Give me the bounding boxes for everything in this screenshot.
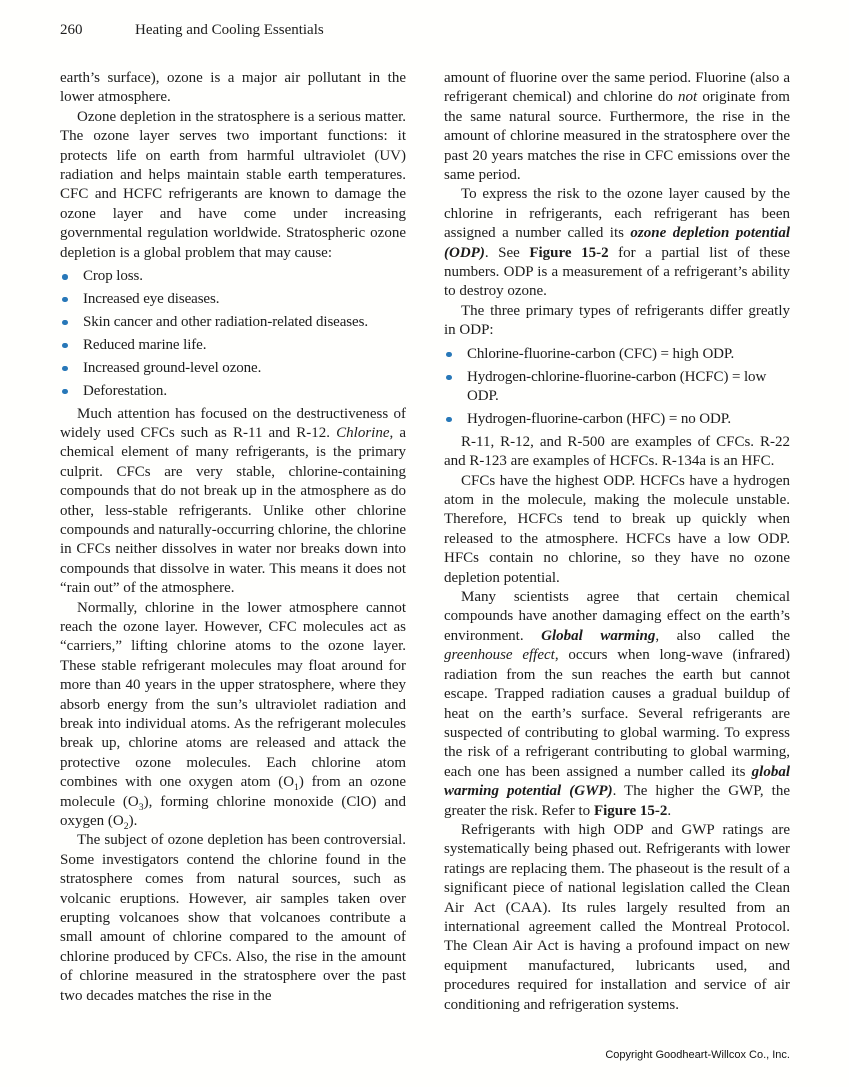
bullet-icon bbox=[446, 352, 452, 358]
paragraph: amount of fluorine over the same period. Fluorine (also a refrigerant chemical) and chlorine do not originate from the same natural source. Furthermore, the rise in the amount of chlorine measured in the stratosphere over the past 20 years matches the rise in CFC emissions over the same period. bbox=[444, 70, 790, 184]
bullet-list bbox=[60, 267, 406, 401]
bullet-icon bbox=[62, 297, 68, 303]
bullet-text: Crop loss. bbox=[83, 268, 143, 285]
copyright-notice: Copyright Goodheart-Willcox Co., Inc. bbox=[605, 1049, 790, 1061]
bullet-icon bbox=[62, 366, 68, 372]
bullet-text: Reduced marine life. bbox=[83, 336, 207, 353]
bullet-text: Skin cancer and other radiation-related diseases. bbox=[83, 313, 368, 330]
emphasis-text: Figure 15-2 bbox=[529, 244, 609, 261]
text-column-left bbox=[60, 69, 406, 1015]
paragraph: Many scientists agree that certain chemical compounds have another damaging effect on the earth’s environment. Global warming, also called the greenhouse effect, occurs when long-wave (infrared) radiation from the sun reaches the earth but cannot escape. Trapped radiation causes a gradual buildup of heat on the earth’s surface. Several refrigerants are suspected of contributing to global warming. To express the risk of a refrigerant contributing to global warming, each one has been assigned a number called its global warming potential (GWP). The higher the GWP, the greater the risk. Refer to Figure 15-2. bbox=[444, 589, 791, 819]
emphasis-text: not bbox=[678, 89, 698, 106]
bullet-icon bbox=[62, 320, 68, 326]
bullet-item bbox=[60, 313, 406, 332]
emphasis-text: greenhouse effect bbox=[444, 647, 555, 664]
page-number: 260 bbox=[60, 22, 83, 38]
paragraph: earth’s surface), ozone is a major air pollutant in the lower atmosphere. bbox=[60, 70, 406, 106]
bullet-item bbox=[60, 382, 406, 401]
page-header bbox=[60, 22, 790, 39]
paragraph: R-11, R-12, and R-500 are examples of CFCs. R-22 and R-123 are examples of HCFCs. R-134a is an HFC. bbox=[444, 433, 790, 470]
subscript: 1 bbox=[294, 782, 299, 794]
bullet-text: Chlorine-fluorine-carbon (CFC) = high ODP. bbox=[467, 345, 735, 362]
emphasis-text: ozone depletion potential (ODP) bbox=[444, 225, 790, 261]
emphasis-text: Global warming bbox=[541, 627, 656, 644]
bullet-item bbox=[60, 336, 406, 355]
running-title: Heating and Cooling Essentials bbox=[135, 22, 324, 38]
paragraph: Ozone depletion in the stratosphere is a serious matter. The ozone layer serves two important functions: it protects life on earth from harmful ultraviolet (UV) radiation and helps maintain stable earth temperatures. CFC and HCFC refrigerants are known to damage the ozone layer and have come under increasing governmental regulation worldwide. Stratospheric ozone depletion is a global problem that may cause: bbox=[60, 108, 406, 261]
bullet-icon bbox=[446, 417, 452, 423]
bullet-item bbox=[60, 290, 406, 309]
emphasis-text: global warming potential (GWP) bbox=[444, 763, 790, 800]
bullet-text: Hydrogen-fluorine-carbon (HFC) = no ODP. bbox=[467, 410, 731, 427]
bullet-text: Deforestation. bbox=[83, 382, 167, 399]
paragraph: To express the risk to the ozone layer caused by the chlorine in refrigerants, each refrigerant has been assigned a number called its ozone depletion potential (ODP). See Figure 15-2 for a partial list of these numbers. ODP is a measurement of a refrigerant’s ability to destroy ozone. bbox=[444, 186, 790, 300]
bullet-list bbox=[444, 345, 790, 430]
bullet-icon bbox=[62, 343, 68, 349]
paragraph: Much attention has focused on the destructiveness of widely used CFCs such as R-11 and R-12. Chlorine, a chemical element of many refrigerants, is the primary culprit. CFCs are very stable, chlorine-containing compounds that do not break up in the atmosphere as do other, less-stable refrigerants. Unlike other chlorine compounds and naturally-occurring chlorine, the chlorine in CFCs neither dissolves in water nor breaks down into compounds that dissolve in water. This means it does not “rain out” of the atmosphere. bbox=[60, 405, 406, 597]
paragraph: CFCs have the highest ODP. HCFCs have a hydrogen atom in the molecule, making the molecule unstable. Therefore, HCFCs tend to break up quickly when released to the atmosphere. HCFCs have a low ODP. HFCs contain no chlorine, so they have no ozone depletion potential. bbox=[444, 472, 790, 586]
bullet-item bbox=[444, 410, 790, 429]
subscript: 2 bbox=[123, 821, 129, 833]
bullet-item bbox=[444, 345, 790, 364]
subscript: 3 bbox=[138, 801, 144, 813]
paragraph: The subject of ozone depletion has been controversial. Some investigators contend the chlorine found in the stratosphere comes from natural sources, such as volcanic eruptions. However, air samples taken over erupting volcanoes show that volcanoes contribute a small amount of chlorine compared to the amount of chlorine produced by CFCs. Also, the rise in the amount of chlorine measured in the stratosphere over the past two decades matches the rise in the bbox=[60, 832, 406, 1004]
bullet-item bbox=[60, 359, 406, 378]
emphasis-text: Figure 15-2 bbox=[593, 802, 668, 819]
bullet-icon bbox=[62, 274, 68, 280]
page-body bbox=[60, 69, 790, 1015]
bullet-item bbox=[444, 368, 790, 407]
paragraph: The three primary types of refrigerants differ greatly in ODP: bbox=[444, 302, 790, 339]
bullet-item bbox=[60, 267, 406, 286]
paragraph: Normally, chlorine in the lower atmosphere cannot reach the ozone layer. However, CFC molecules act as “carriers,” lifting chlorine atoms to the ozone layer. These stable refrigerant molecules may float around for more than 40 years in the upper stratosphere, where they absorb energy from the sun’s ultraviolet radiation and break into individual atoms. As the refrigerant molecules break up, chlorine atoms are released and attack the protective ozone molecules. Each chlorine atom combines with one oxygen atom $(O_1)$ from an ozone molecule $(O_3)$, forming chlorine monoxide (ClO) and oxygen $(O_2)$. bbox=[60, 599, 406, 833]
bullet-text: Increased ground-level ozone. bbox=[83, 359, 262, 376]
bullet-icon bbox=[62, 389, 68, 395]
bullet-text: Hydrogen-chlorine-fluorine-carbon (HCFC) = low ODP. bbox=[467, 368, 767, 404]
text-column-right bbox=[444, 69, 790, 1015]
paragraph: Refrigerants with high ODP and GWP ratings are systematically being phased out. Refrigerants with lower ratings are replacing them. The phaseout is the result of a significant piece of national legislation called the Clean Air Act (CAA). Its rules largely resulted from an international agreement called the Montreal Protocol. The Clean Air Act is having a profound impact on new equipment manufactured, lubricants used, and procedures required for installation and service of air conditioning and refrigeration systems. bbox=[444, 821, 790, 1013]
bullet-icon bbox=[446, 375, 452, 381]
bullet-text: Increased eye diseases. bbox=[83, 290, 220, 307]
emphasis-text: Chlorine bbox=[336, 424, 390, 441]
